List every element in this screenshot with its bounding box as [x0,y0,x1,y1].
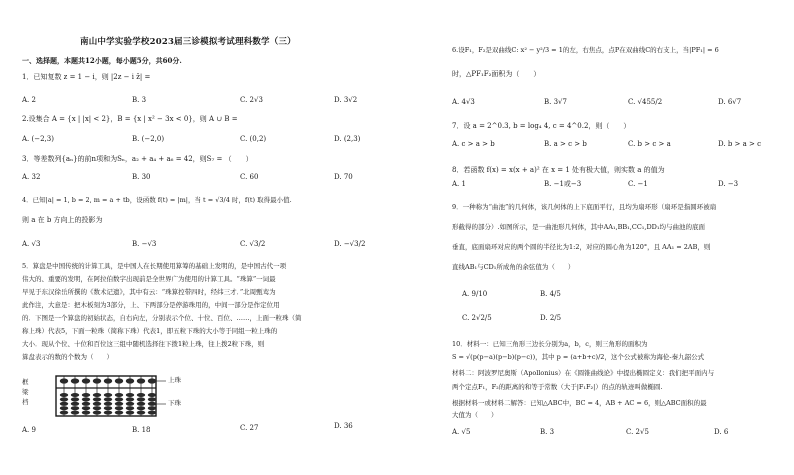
q10-line-6: 大值为（ ） [452,411,498,419]
q7-stem: 7．设 a = 2^0.3, b = log₄ 4, c = 4^0.2，则（ ） [452,122,631,130]
abacus-lower-bead [126,411,134,415]
q10-option-c: C. 2√5 [626,428,649,436]
abacus-lower-bead [148,397,156,401]
q5-line-6: 称上珠）代表5，下面一粒珠（简称下珠）代表1，即五粒下珠的大小等于同组一粒上珠的 [22,327,278,335]
left-column [18,0,388,475]
q10-option-b: B. 3 [540,428,555,436]
abacus-lower-bead [115,393,123,397]
abacus-lower-bead [137,411,145,415]
q10-line-2: S = √(p(p−a)(p−b)(p−c))，其中 p = (a+b+c)/2，这个公式被称为海伦-秦九韶公式 [452,353,705,361]
q5-line-3: 早见于东汉徐岳所撰的《数术记遗》，其中有云：“珠算控带四时，经纬三才．”北周甄鸾为 [22,288,276,296]
abacus-lower-bead [71,393,79,397]
abacus-lower-bead [93,397,101,401]
q9-option-b: B. 4/5 [540,290,561,298]
right-column [448,0,778,475]
q9-option-c: C. 2√2/5 [462,314,492,322]
abacus-lower-bead [60,402,68,406]
abacus-lower-bead [148,393,156,397]
q1-option-d: D. 3√2 [334,96,358,104]
q6-option-b: B. 3√7 [544,98,567,106]
abacus-lower-bead [137,406,145,410]
abacus-lower-bead [148,411,156,415]
q4-option-b: B. −√3 [132,240,157,248]
q5-line-2: 伟大的、重要的发明，在阿拉伯数字出现前是全世界广为使用的计算工具。“珠算”一词最 [22,275,276,283]
abacus-lower-bead [93,406,101,410]
q6-option-a: A. 4√3 [452,98,475,106]
q3-option-b: B. 30 [132,173,151,181]
q5-line-5: 的．下图是一个算盘的初始状态，自右向左，分别表示个位、十位、百位、……，上面一粒珠（简 [22,314,302,322]
abacus-label-beam: 梁 [22,388,29,396]
q6-stem-line1: 6.设F₁，F₂是双曲线C: x² − y²/3 = 1的左，右焦点，点P在双曲线C的右支上，当|PF₁| = 6 [452,46,719,54]
q1-option-b: B. 3 [132,96,147,104]
q4-option-a: A. √3 [22,240,41,248]
q10-option-d: D. 6 [714,428,729,436]
q1-option-a: A. 2 [22,96,36,104]
q10-line-4: 两个定点F₁，F₂的距离的和等于常数（大于|F₁F₂|）的点的轨迹叫做椭圆. [452,383,663,391]
q4-option-c: C. √3/2 [240,240,266,248]
q4-stem-line2: 则 a 在 b 方向上的投影为 [22,216,103,224]
q7-option-b: B. a > c > b [544,140,587,148]
q1-option-c: C. 2√3 [240,96,263,104]
q10-option-a: A. √5 [452,428,471,436]
q9-line-1: 9．一种称为“曲池”的几何体，该几何体的上下底面平行，且均为扇环形（扇环是指圆环被扇 [452,203,717,211]
abacus-lower-bead [148,402,156,406]
abacus-upper-bead [60,378,68,383]
section-heading: 一、选择题，本题共12小题，每小题5分，共60分. [22,56,182,65]
q3-option-d: D. 70 [334,173,353,181]
abacus-label-rod: 档 [22,398,29,406]
q5-line-8: 算盘表示的数的个数为（ ） [22,353,113,361]
abacus-lower-bead [71,406,79,410]
abacus-lower-bead [82,393,90,397]
q9-option-d: D. 2/5 [540,314,562,322]
abacus-label-frame: 框 [22,378,29,386]
abacus-lower-bead [82,411,90,415]
abacus-lower-bead [71,402,79,406]
abacus-lower-bead [104,406,112,410]
abacus-lower-bead [126,406,134,410]
q9-line-3: 垂直，底面扇环对应的两个圆的半径比为1:2，对应的圆心角为120°，且 AA₁ = 2AB，则 [452,243,711,251]
q6-option-c: C. √455/2 [628,98,663,106]
abacus-lower-bead [71,397,79,401]
q9-line-2: 形截得的部分）.如图所示，是一曲池形几何体，其中AA₁,BB₁,CC₁,DD₁均与曲池的底面 [452,223,705,231]
q10-line-1: 10．材料一：已知三角形三边长分别为a，b，c，则三角形的面积为 [452,340,648,348]
q5-line-1: 5．算盘是中国传统的计算工具，是中国人在长期使用算筹的基础上发明的，是中国古代一项 [22,262,287,270]
abacus-lower-bead [71,411,79,415]
q7-option-c: C. b > c > a [628,140,671,148]
q4-option-d: D. −√3/2 [334,240,366,248]
abacus-lower-bead [115,411,123,415]
abacus-upper-bead [104,378,112,383]
q2-option-a: A. (−2,3) [22,135,54,143]
q3-option-c: C. 60 [240,173,259,181]
q3-option-a: A. 32 [22,173,41,181]
abacus-lower-bead [137,393,145,397]
q8-stem: 8．若函数 f(x) = x(x + a)² 在 x = 1 处有极大值，则实数 a 的值为 [452,166,665,174]
abacus-lower-bead [82,406,90,410]
q8-option-c: C. −1 [628,180,648,188]
q1-stem: 1．已知复数 z = 1 − i，则 |2z − i z̄| = [22,73,151,81]
abacus-lower-bead [126,397,134,401]
q5-option-a: A. 9 [22,426,36,434]
abacus-lower-bead [115,397,123,401]
q7-option-d: D. b > a > c [718,140,762,148]
q2-option-c: C. (0,2) [240,135,267,143]
abacus-upper-bead [93,378,101,383]
abacus-lower-bead [93,393,101,397]
abacus-upper-bead [137,378,145,383]
abacus-upper-bead [148,378,156,383]
q9-line-4: 直线AB₁与CD₁所成角的余弦值为（ ） [452,263,575,271]
abacus-lower-bead [60,397,68,401]
abacus-lower-bead [115,402,123,406]
abacus-label-lower: 下珠 [168,399,181,407]
abacus-lower-bead [104,411,112,415]
q2-option-b: B. (−2,0) [132,135,165,143]
abacus-lower-bead [82,397,90,401]
abacus-lower-bead [104,402,112,406]
abacus-lower-bead [115,406,123,410]
abacus-lower-bead [82,402,90,406]
q5-line-4: 此作注，大意是：把木板刻为3部分，上、下两部分是停游珠用的，中间一部分是作定位用 [22,301,280,309]
q9-option-a: A. 9/10 [462,290,488,298]
abacus-label-upper: 上珠 [168,376,181,384]
abacus-upper-bead [115,378,123,383]
abacus-lower-bead [60,411,68,415]
abacus-rods [60,376,156,416]
q2-option-d: D. (2,3) [334,135,361,143]
abacus-lower-bead [104,393,112,397]
q8-option-b: B. −1或−3 [544,180,582,188]
q8-option-d: D. −3 [718,180,739,188]
exam-title: 南山中学实验学校2023届三诊模拟考试理科数学（三） [80,37,296,47]
abacus-lower-bead [137,402,145,406]
q10-line-3: 材料二：阿波罗尼奥斯（Apollonius）在《圆锥曲线论》中提出椭圆定义：我们把平面内与 [452,369,715,377]
abacus-lower-bead [93,402,101,406]
q5-option-c: C. 27 [240,424,259,432]
q5-option-b: B. 18 [132,426,151,434]
abacus-upper-bead [82,378,90,383]
abacus-lower-bead [126,402,134,406]
abacus-lower-bead [104,397,112,401]
abacus-upper-bead [126,378,134,383]
q3-stem: 3．等差数列{aₙ}的前n项和为Sₙ，a₂ + a₄ + a₆ = 42，则S₇ = （ ） [22,155,253,163]
q5-line-7: 大小．现从个位、十位和百位这三组中随机选择往下拨1粒上珠，往上拨2粒下珠，则 [22,340,265,348]
abacus-lower-bead [126,393,134,397]
q8-option-a: A. 1 [452,180,466,188]
q6-option-d: D. 6√7 [718,98,742,106]
abacus-lower-bead [60,406,68,410]
q6-stem-line2: 时，△PF₁F₂面积为（ ） [452,70,541,78]
abacus-upper-bead [71,378,79,383]
q2-stem: 2.设集合 A = {x | |x| < 2}，B = {x | x² − 3x < 0}，则 A ∪ B = [22,115,238,123]
q7-option-a: A. c > a > b [452,140,495,148]
q5-option-d: D. 36 [334,422,353,430]
abacus-lower-bead [60,393,68,397]
q4-stem-line1: 4．已知|a| = 1, b = 2, m = a + tb，设函数 f(t) = |m|，当 t = √3/4 时，f(t) 取得最小值. [22,196,292,204]
q10-line-5: 根据材料一或材料二解答：已知△ABC中，BC = 4，AB + AC = 6，则△ABC面积的最 [452,399,707,407]
abacus-lower-bead [148,406,156,410]
abacus-lower-bead [93,411,101,415]
abacus-lower-bead [137,397,145,401]
